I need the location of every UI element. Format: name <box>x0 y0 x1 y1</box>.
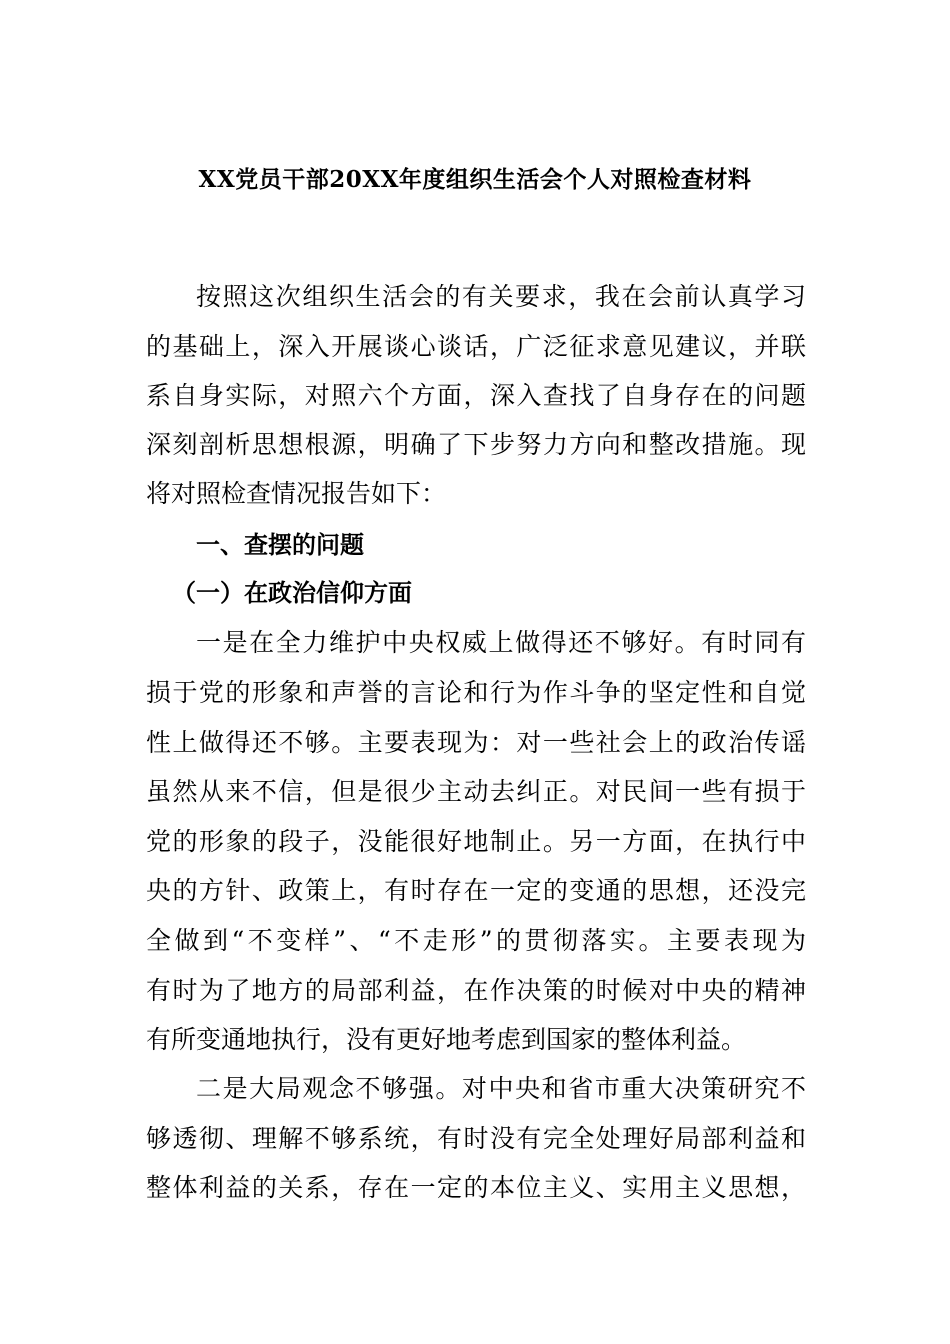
intro-line-2: 的基础上，深入开展谈心谈话，广泛征求意见建议，并联 <box>146 332 806 361</box>
paragraph-two-line-1: 二是大局观念不够强。对中央和省市重大决策研究不 <box>196 1074 806 1103</box>
paragraph-one-line-8: 有时为了地方的局部利益，在作决策的时候对中央的精神 <box>146 976 806 1005</box>
paragraph-one-line-7: 全做到“不变样”、“不走形”的贯彻落实。主要表现为 <box>146 926 806 955</box>
document-title: XX党员干部20XX年度组织生活会个人对照检查材料 <box>198 166 752 193</box>
intro-line-5: 将对照检查情况报告如下： <box>146 479 447 508</box>
paragraph-one-line-9: 有所变通地执行，没有更好地考虑到国家的整体利益。 <box>146 1025 747 1054</box>
paragraph-one-line-4: 虽然从来不信，但是很少主动去纠正。对民间一些有损于 <box>146 777 806 806</box>
subsection-heading: （一）在政治信仰方面 <box>172 578 412 607</box>
paragraph-two-line-3: 整体利益的关系，存在一定的本位主义、实用主义思想， <box>146 1173 806 1202</box>
paragraph-one-line-1: 一是在全力维护中央权威上做得还不够好。有时同有 <box>196 628 806 657</box>
paragraph-one-line-2: 损于党的形象和声誉的言论和行为作斗争的坚定性和自觉 <box>146 678 806 707</box>
paragraph-one-line-6: 央的方针、政策上，有时存在一定的变通的思想，还没完 <box>146 876 806 905</box>
section-heading: 一、查摆的问题 <box>196 530 364 559</box>
paragraph-one-line-3: 性上做得还不够。主要表现为：对一些社会上的政治传谣 <box>146 728 806 757</box>
paragraph-one-line-5: 党的形象的段子，没能很好地制止。另一方面，在执行中 <box>146 827 806 856</box>
paragraph-two-line-2: 够透彻、理解不够系统，有时没有完全处理好局部利益和 <box>146 1124 806 1153</box>
intro-line-1: 按照这次组织生活会的有关要求，我在会前认真学习 <box>196 282 806 311</box>
intro-line-3: 系自身实际，对照六个方面，深入查找了自身存在的问题 <box>146 381 806 410</box>
intro-line-4: 深刻剖析思想根源，明确了下步努力方向和整改措施。现 <box>146 430 806 459</box>
